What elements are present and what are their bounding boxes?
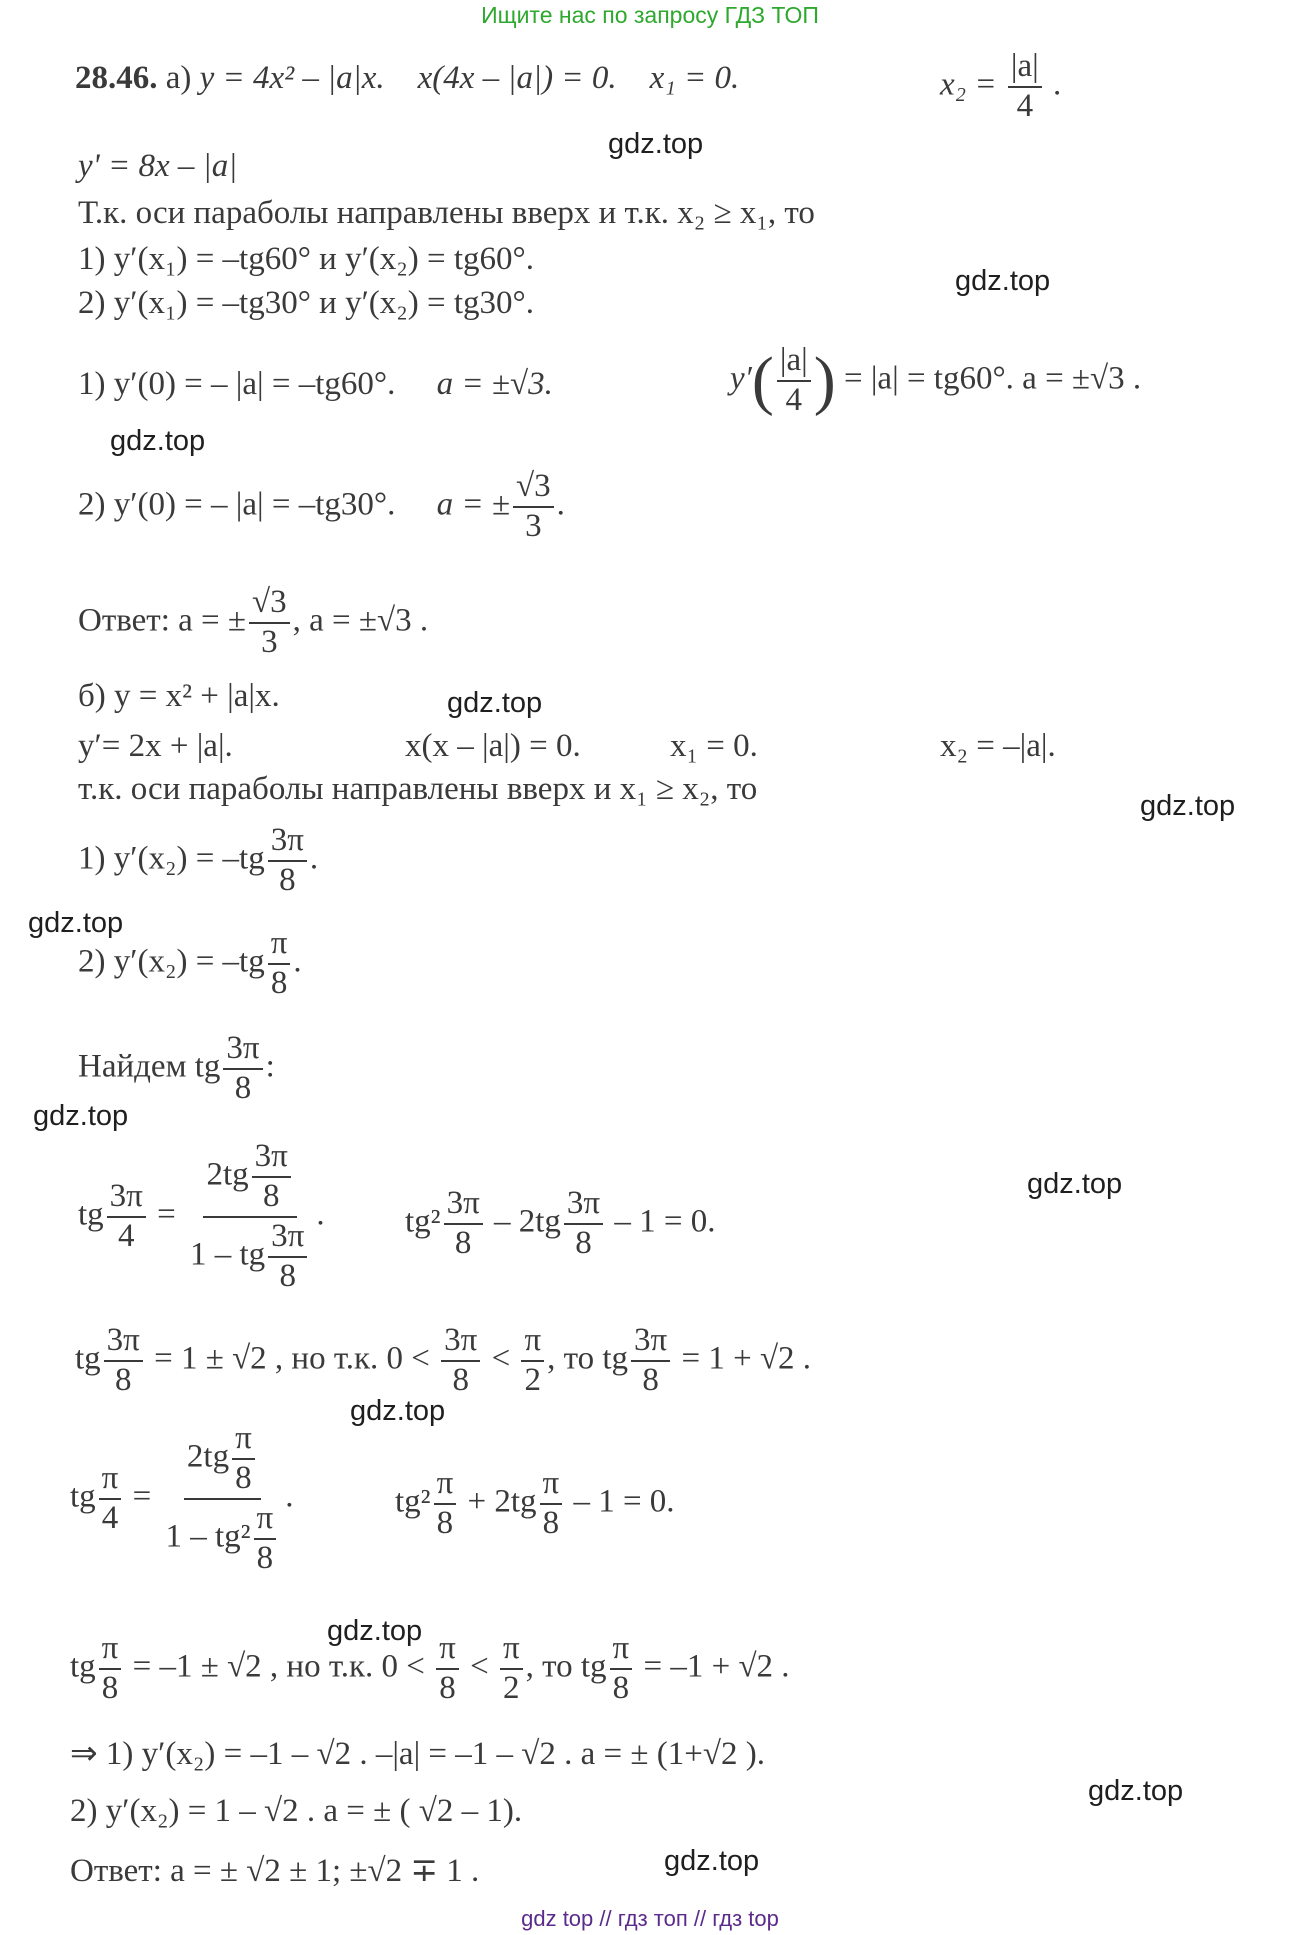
res1-fraction [104,1322,143,1400]
derivative-text: y' = 8x – |a| [78,148,238,184]
res1-lt: < [491,1340,511,1377]
res2-r-fraction [610,1630,633,1708]
watermark: gdz.top [28,907,124,939]
part-b-eq1-quadratic [405,1185,715,1263]
watermark: gdz.top [1027,1168,1123,1200]
eq1-q-tg2: tg² [405,1203,441,1240]
watermark: gdz.top [327,1615,423,1647]
part-b-conclusion2: 2) y′(x₂) = 1 – √2 . a = ± ( √2 – 1). [70,1793,523,1829]
res2-end: = –1 + √2 . [643,1648,790,1685]
sol1-right-fraction [777,342,811,420]
b-case1-fraction [268,822,307,900]
left-paren: ( [751,343,774,417]
part-b-find [78,1030,275,1108]
find-num: 3π [223,1030,262,1070]
part-a-answer [78,584,428,662]
res1-c2-den: 2 [524,1361,542,1398]
res1-den: 8 [115,1361,132,1398]
answer-a-fraction [249,584,290,662]
res1-r-fraction [631,1322,670,1400]
b-case2-den: 8 [270,964,288,1001]
part-b-eq2: tg $\frac{\pi}{4}$ = 2tg $\frac{\pi}{8}$ 1 – tg² $\frac{\pi}{8}$ . [70,1420,294,1576]
sol1-right-prefix: y′ [730,360,752,397]
eq2-big-den [162,1500,282,1578]
eq1-q2-fraction [564,1185,603,1263]
eq1-den-den: 8 [279,1257,296,1294]
watermark: gdz.top [447,687,543,719]
res2-mid: = –1 ± √2 , но т.к. 0 < [132,1648,425,1685]
eq2-num-den: 8 [235,1459,252,1496]
top-banner[interactable]: Ищите нас по запросу ГДЗ ТОП [481,2,819,28]
eq1-num-fraction [252,1138,291,1216]
eq2-den-den: 8 [256,1539,274,1576]
find-den: 8 [234,1069,252,1106]
x2-num: |a| [1008,48,1042,88]
res1-tg: tg [75,1340,101,1377]
eq1-q1-den: 8 [454,1224,472,1261]
eq1-lhs-fraction [107,1178,146,1256]
eq2-lhs-fraction [99,1460,122,1538]
part-a-roots-eq: x(4x – |a|) = 0. [417,60,617,96]
res2-num: π [99,1630,122,1670]
eq1-den-prefix: 1 – tg [189,1236,266,1273]
eq2-lhs-num: π [99,1460,122,1500]
eq1-lhs-num: 3π [107,1178,146,1218]
b-case2-prefix: 2) y′(x₂) = –tg [78,943,265,980]
part-b-line2 [78,730,233,763]
part-a-sol1-left [78,368,553,401]
res1-c1-fraction [441,1322,480,1400]
b-case1-suffix: . [309,840,319,877]
sol1-right-num: |a| [777,342,811,382]
eq2-lhs-den: 4 [101,1499,119,1536]
eq1-q1-num: 3π [444,1185,483,1225]
eq1-q2-num: 3π [564,1185,603,1225]
eq1-den-fraction [268,1218,307,1296]
part-b-answer: Ответ: a = ± √2 ± 1; ±√2 ∓ 1 . [70,1853,480,1889]
x2-den: 4 [1016,87,1034,124]
b-x1: x₁ = 0. [670,728,758,764]
part-a-function: y = 4x² – |a|x. [199,60,385,96]
eq1-num-den: 8 [262,1177,280,1214]
eq2-q1-num: π [434,1465,457,1505]
sol2-left-text: 2) y′(0) = – |a| = –tg30°. [78,486,396,523]
eq2-num-num: π [232,1420,255,1460]
eq2-q2-den: 8 [542,1504,560,1541]
res2-c2-den: 2 [503,1669,520,1706]
res2-r-num: π [610,1630,633,1670]
eq1-q-end: – 1 = 0. [614,1203,716,1240]
b-x2: x₂ = –|a|. [940,728,1056,764]
res2-c2-num: π [500,1630,523,1670]
eq2-q-tg2: tg² [395,1483,431,1520]
eq2-q2-fraction [540,1465,563,1543]
eq1-num-prefix: 2tg [206,1156,249,1193]
res1-c1-den: 8 [452,1361,469,1398]
sol2-den: 3 [525,507,542,544]
x2-fraction [1008,48,1042,126]
part-b-line1: б) y = x² + |a|x. [78,678,280,714]
part-b-conclusion1: ⇒ 1) y′(x₂) = –1 – √2 . –|a| = –1 – √2 . a = ± (1+√2 ). [70,1736,765,1772]
res2-lt: < [470,1648,489,1685]
eq1-big-num [203,1138,296,1218]
part-a-sol1-right [730,342,1141,420]
find-suffix: : [265,1048,275,1085]
eq1-end: . [316,1196,325,1233]
eq2-q2-num: π [540,1465,563,1505]
part-a-sol2: 2) y′(0) = – |a| = –tg30°. a = ± $\frac{√3}{3}$ . [78,468,565,544]
part-a-label: а) [165,60,192,96]
eq1-lhs-tg: tg [78,1196,104,1233]
res1-end: = 1 + √2 . [681,1340,812,1377]
part-b-eq1: tg $\frac{3\pi}{4}$ = 2tg $\frac{3\pi}{8}$ 1 – tg $\frac{3\pi}{8}$ . [78,1138,325,1294]
eq1-q1-fraction [444,1185,483,1263]
eq1-big-fraction [187,1138,313,1296]
answer-a-suffix: , a = ±√3 . [292,602,429,639]
sol1-a: a = ±√3. [436,366,553,402]
eq2-den-fraction [254,1500,277,1578]
part-a-x1: x₁ = 0. [649,60,740,96]
part-b-res2 [70,1630,790,1708]
b-deriv: y′= 2x + |a|. [78,728,233,764]
res2-c2-fraction [500,1630,523,1708]
eq1-q2-den: 8 [575,1224,592,1261]
b-case1-prefix: 1) y′(x₂) = –tg [78,840,265,877]
eq2-q1-fraction [434,1465,457,1543]
bottom-banner[interactable]: gdz top // гдз топ // гдз top [521,1906,779,1931]
x2-lhs: x₂ = [940,66,997,103]
watermark: gdz.top [1088,1775,1184,1807]
part-b-eq2-quadratic [395,1465,675,1543]
eq2-end: . [285,1478,294,1515]
watermark: gdz.top [350,1395,446,1427]
sol1-right-suffix: = |a| = tg60°. a = ±√3 . [843,360,1142,397]
part-a-derivative [78,150,237,183]
answer-a-den: 3 [261,623,278,660]
eq2-q-end: – 1 = 0. [573,1483,675,1520]
b-case2-suffix: . [293,943,302,980]
res1-r-num: 3π [631,1322,670,1362]
answer-a-prefix: Ответ: a = ± [78,602,246,639]
eq2-den-prefix: 1 – tg² [165,1518,251,1555]
watermark: gdz.top [664,1845,760,1877]
sol2-num: √3 [513,468,554,508]
b-case1-den: 8 [279,861,296,898]
res1-num: 3π [104,1322,143,1362]
eq2-den-num: π [254,1500,277,1540]
res2-c1-num: π [436,1630,459,1670]
part-a-case1: 1) y′(x₁) = –tg60° и y′(x₂) = tg60°. [78,241,535,277]
eq2-q1-den: 8 [436,1504,454,1541]
find-prefix: Найдем tg [78,1048,221,1085]
part-b-res1 [75,1322,811,1400]
res1-c2-num: π [521,1322,544,1362]
eq1-num-num: 3π [252,1138,291,1178]
res1-c1-num: 3π [441,1322,480,1362]
eq2-num-fraction [232,1420,255,1498]
eq2-lhs-tg: tg [70,1478,96,1515]
find-fraction [223,1030,262,1108]
sol2-fraction [513,468,554,546]
watermark: gdz.top [110,425,206,457]
eq2-q-mid: + 2tg [467,1483,537,1520]
x2-end: . [1053,66,1062,103]
b-case2-num: π [268,925,291,965]
res1-c2-fraction [521,1322,544,1400]
watermark: gdz.top [1140,790,1236,822]
res2-den: 8 [101,1669,119,1706]
eq1-den-num: 3π [268,1218,307,1258]
res1-r-den: 8 [642,1361,659,1398]
eq1-lhs-den: 4 [118,1217,135,1254]
res2-fraction [99,1630,122,1708]
part-b-reason: т.к. оси параболы направлены вверх и x₁ ≥ x₂, то [78,771,758,807]
eq1-q-mid: – 2tg [493,1203,561,1240]
sol1-left-text: 1) y′(0) = – |a| = –tg60°. [78,366,396,402]
res2-c1-den: 8 [439,1669,456,1706]
right-paren: ) [813,343,836,417]
answer-a-num: √3 [249,584,290,624]
part-a-reason: Т.к. оси параболы направлены вверх и т.к. x₂ ≥ x₁, то [78,195,815,231]
watermark: gdz.top [33,1100,129,1132]
part-b-case1 [78,822,318,900]
eq2-big-fraction [162,1420,282,1578]
problem-number: 28.46. [75,60,158,96]
res1-to: , то tg [547,1340,629,1377]
b-case2-fraction [268,925,291,1003]
problem-line-a1 [75,62,739,95]
res2-tg: tg [70,1648,96,1685]
sol1-right-den: 4 [785,381,803,418]
eq2-num-prefix: 2tg [186,1438,230,1475]
eq2-big-num [184,1420,261,1500]
res2-r-den: 8 [612,1669,630,1706]
eq1-big-den [187,1218,313,1296]
res2-c1-fraction [436,1630,459,1708]
watermark: gdz.top [608,128,704,160]
part-a-case2: 2) y′(x₁) = –tg30° и y′(x₂) = tg30°. [78,285,535,321]
b-case1-num: 3π [268,822,307,862]
res2-to: , то tg [525,1648,607,1685]
res1-mid: = 1 ± √2 , но т.к. 0 < [154,1340,430,1377]
part-a-x2 [940,48,1061,126]
b-roots: x(x – |a|) = 0. [405,728,581,764]
sol2-a-prefix: a = ± [436,486,511,523]
watermark: gdz.top [955,265,1051,297]
